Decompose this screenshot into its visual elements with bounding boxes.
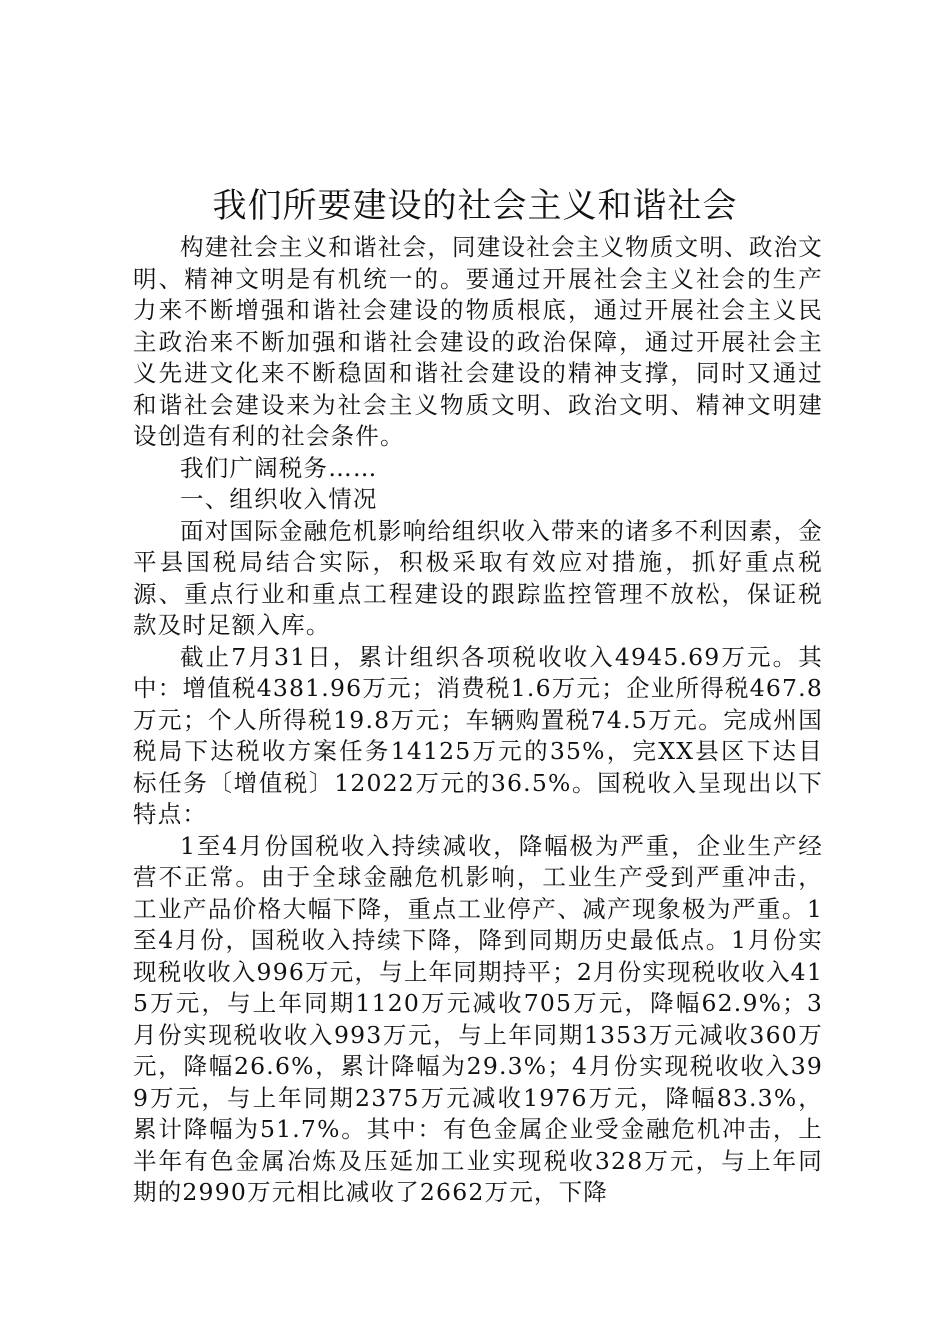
paragraph-measures: 面对国际金融危机影响给组织收入带来的诸多不利因素，金平县国税局结合实际，积极采取有效应对措施，抓好重点税源、重点行业和重点工程建设的跟踪监控管理不放松，保证税款及时足额入库。 [133,516,823,639]
paragraph-monthly-decline: 1至4月份国税收入持续减收，降幅极为严重，企业生产经营不正常。由于全球金融危机影响，工业生产受到严重冲击，工业产品价格大幅下降，重点工业停产、减产现象极为严重。1至4月份，国税收入持续下降，降到同期历史最低点。1月份实现税收收入996万元，与上年同期持平；2月份实现税收收入415万元，与上年同期1120万元减收705万元，降幅62.9%；3月份实现税收收入993万元，与上年同期1353万元减收360万元，降幅26.6%，累计降幅为29.3%；4月份实现税收收入399万元，与上年同期2375万元减收1976万元，降幅83.3%，累计降幅为51.7%。其中：有色金属企业受金融危机冲击，上半年有色金属冶炼及压延加工业实现税收328万元，与上年同期的2990万元相比减收了2662万元，下降 [133,831,823,1206]
section-heading-revenue: 一、组织收入情况 [180,485,378,513]
paragraph-intro: 构建社会主义和谐社会，同建设社会主义物质文明、政治文明、精神文明是有机统一的。要通过开展社会主义社会的生产力来不断增强和谐社会建设的物质根底，通过开展社会主义民主政治来不断加强和谐社会建设的政治保障，通过开展社会主义先进文化来不断稳固和谐社会建设的精神支撑，同时又通过和谐社会建设来为社会主义物质文明、政治文明、精神文明建设创造有利的社会条件。 [133,233,823,450]
paragraph-tax-lead: 我们广阔税务…… [180,453,378,482]
paragraph-revenue-summary: 截止7月31日，累计组织各项税收收入4945.69万元。其中：增值税4381.96万元；消费税1.6万元；企业所得税467.8万元；个人所得税19.8万元；车辆购置税74.5万元。完成州国税局下达税收方案任务14125万元的35%，完XX县区下达目标任务〔增值税〕12022万元的36.5%。国税收入呈现出以下特点： [133,642,823,828]
document-body [133,232,823,1209]
document-title: 我们所要建设的社会主义和谐社会 [212,186,738,226]
